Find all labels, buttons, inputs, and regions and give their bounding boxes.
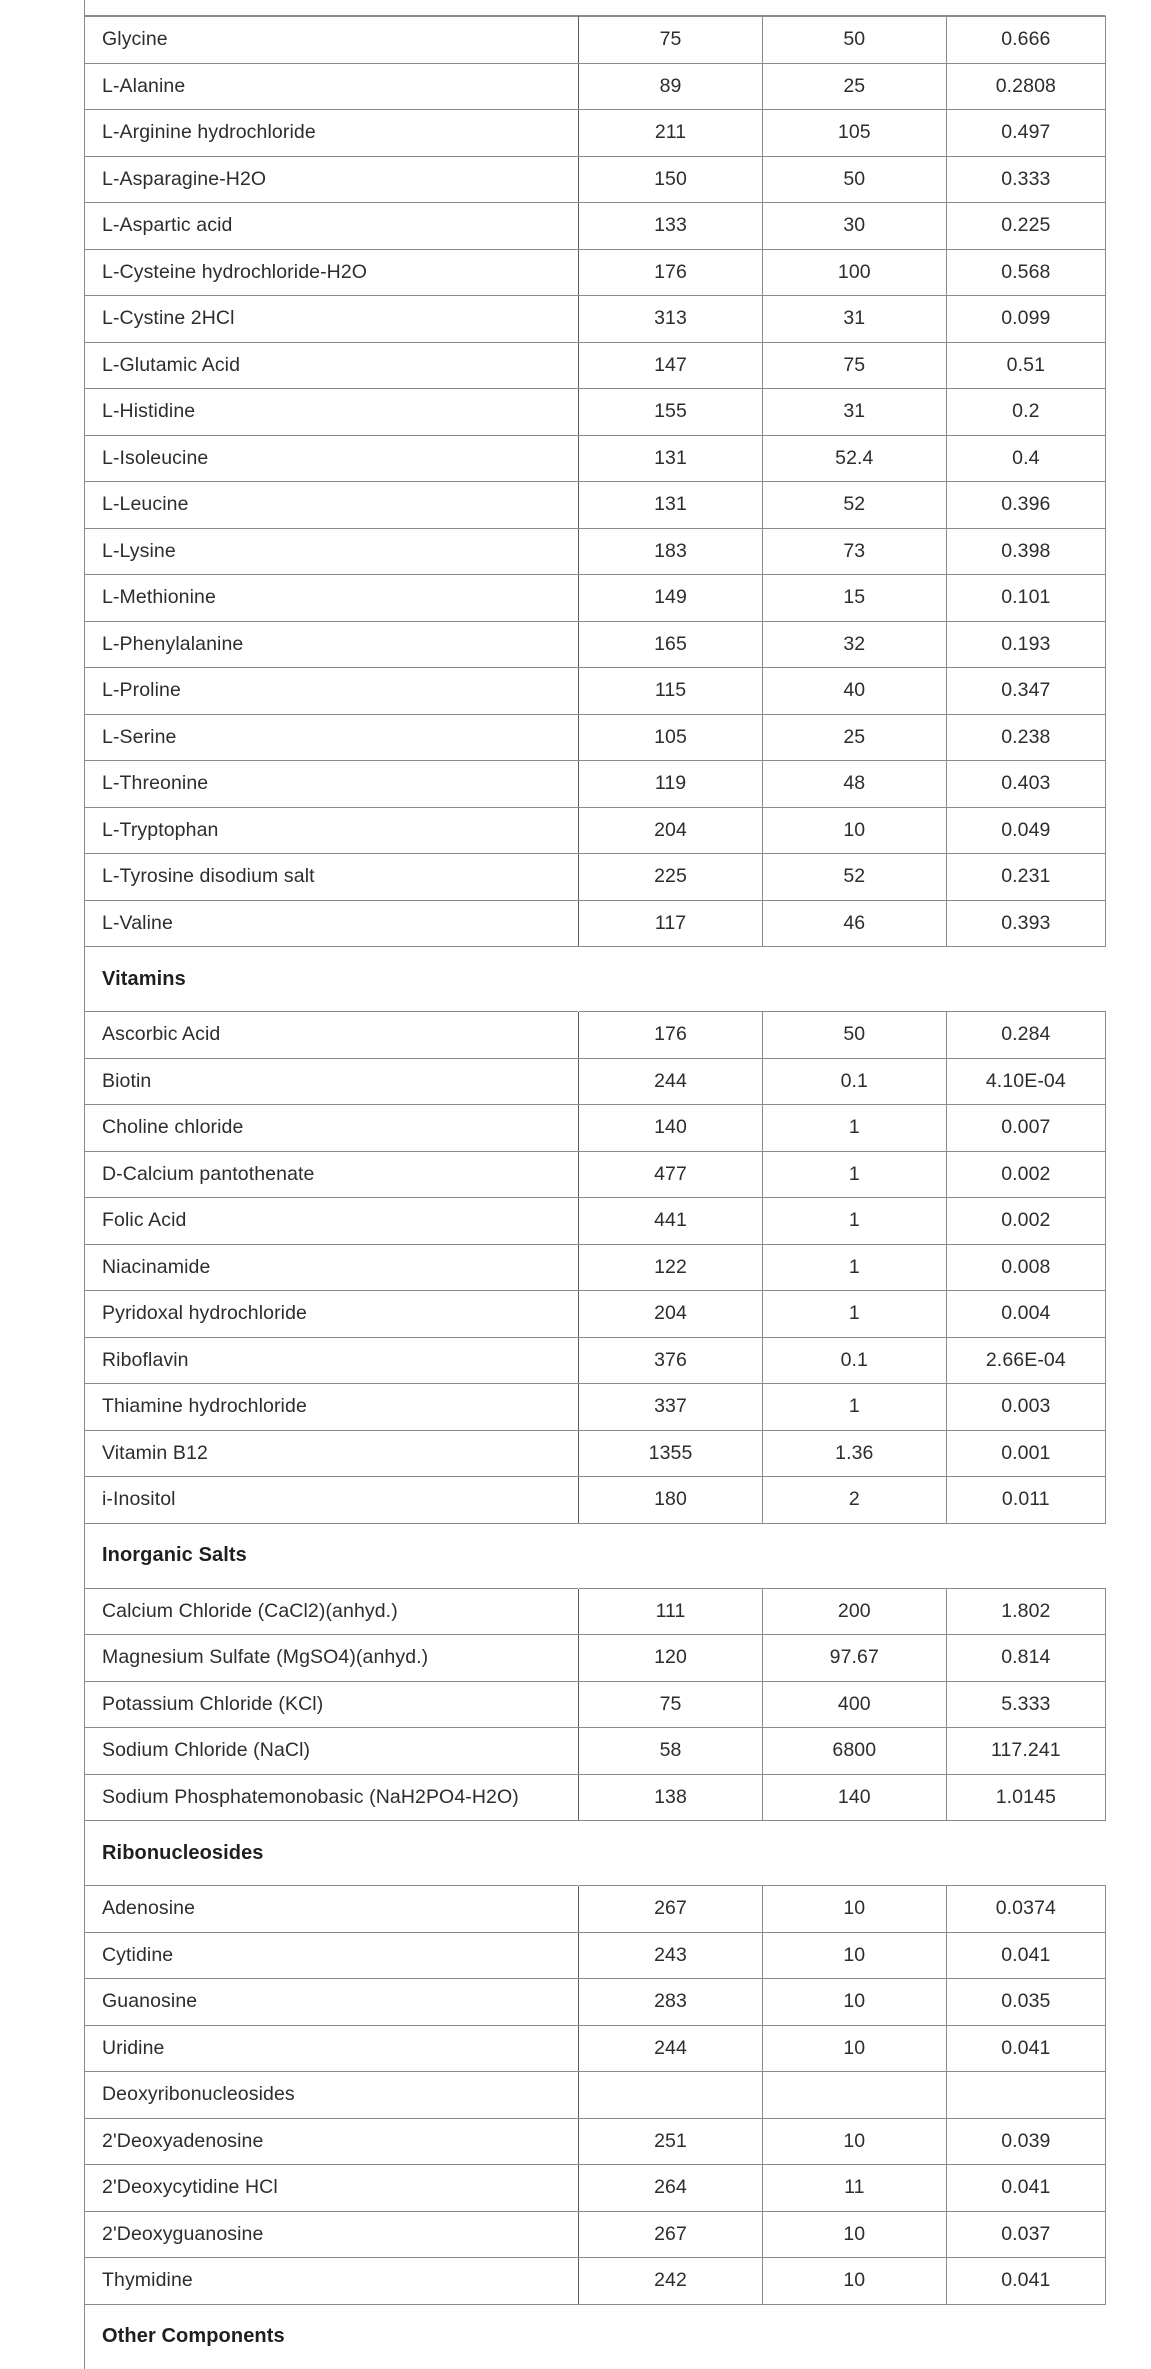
section-header-row [85, 947, 1106, 1012]
concentration-mm-cell: 0.4 [946, 435, 1105, 482]
concentration-mm-cell: 0.039 [946, 2118, 1105, 2165]
concentration-mm-cell: 0.003 [946, 1384, 1105, 1431]
concentration-mgl-cell: 1 [762, 1198, 946, 1245]
concentration-mgl-cell: 0.1 [762, 1058, 946, 1105]
component-name-cell: Pyridoxal hydrochloride [85, 1291, 579, 1338]
concentration-mgl-cell: 0.1 [762, 1337, 946, 1384]
concentration-mgl-cell: 1 [762, 1151, 946, 1198]
table-row [85, 156, 1106, 203]
concentration-mm-cell: 0.666 [946, 17, 1105, 64]
concentration-mgl-cell: 31 [762, 296, 946, 343]
concentration-mgl-cell: 11 [762, 2165, 946, 2212]
table-container [84, 0, 1106, 2369]
concentration-mm-cell: 4.10E-04 [946, 1058, 1105, 1105]
concentration-mgl-cell: 10 [762, 807, 946, 854]
clipped-top-row [84, 0, 1106, 16]
component-name-cell: L-Lysine [85, 528, 579, 575]
molecular-weight-cell: 75 [579, 1681, 763, 1728]
component-name-cell: L-Asparagine-H2O [85, 156, 579, 203]
concentration-mm-cell: 0.403 [946, 761, 1105, 808]
molecular-weight-cell: 75 [579, 17, 763, 64]
concentration-mm-cell: 0.041 [946, 2025, 1105, 2072]
table-row [85, 1198, 1106, 1245]
concentration-mgl-cell: 1 [762, 1105, 946, 1152]
component-name-cell: L-Valine [85, 900, 579, 947]
molecular-weight-cell: 150 [579, 156, 763, 203]
concentration-mm-cell: 0.814 [946, 1635, 1105, 1682]
table-row [85, 1430, 1106, 1477]
component-name-cell: Uridine [85, 2025, 579, 2072]
table-row [85, 342, 1106, 389]
molecular-weight-cell: 242 [579, 2258, 763, 2305]
concentration-mgl-cell: 105 [762, 110, 946, 157]
section-spacer-cell [946, 947, 1105, 1012]
concentration-mm-cell: 1.802 [946, 1588, 1105, 1635]
concentration-mgl-cell: 6800 [762, 1728, 946, 1775]
component-name-cell: L-Methionine [85, 575, 579, 622]
molecular-weight-cell: 176 [579, 249, 763, 296]
concentration-mgl-cell: 50 [762, 1012, 946, 1059]
molecular-weight-cell: 267 [579, 2211, 763, 2258]
concentration-mm-cell: 0.041 [946, 2165, 1105, 2212]
table-row [85, 807, 1106, 854]
component-name-cell: 2'Deoxyguanosine [85, 2211, 579, 2258]
table-row [85, 900, 1106, 947]
component-name-cell: Glycine [85, 17, 579, 64]
concentration-mm-cell: 0.238 [946, 714, 1105, 761]
molecular-weight-cell [579, 2072, 763, 2119]
component-name-cell: D-Calcium pantothenate [85, 1151, 579, 1198]
concentration-mgl-cell: 10 [762, 2211, 946, 2258]
concentration-mgl-cell: 10 [762, 1979, 946, 2026]
component-name-cell: L-Cysteine hydrochloride-H2O [85, 249, 579, 296]
component-name-cell: Adenosine [85, 1886, 579, 1933]
section-title: Vitamins [85, 947, 579, 1012]
section-title: Ribonucleosides [85, 1821, 579, 1886]
concentration-mm-cell: 0.099 [946, 296, 1105, 343]
table-row [85, 2072, 1106, 2119]
table-row [85, 63, 1106, 110]
component-name-cell: L-Serine [85, 714, 579, 761]
concentration-mgl-cell: 52 [762, 482, 946, 529]
concentration-mm-cell: 0.008 [946, 1244, 1105, 1291]
component-name-cell: Sodium Phosphatemonobasic (NaH2PO4-H2O) [85, 1774, 579, 1821]
table-row [85, 1588, 1106, 1635]
molecular-weight-cell: 138 [579, 1774, 763, 1821]
component-name-cell: L-Tryptophan [85, 807, 579, 854]
media-formulation-table [84, 16, 1106, 2369]
component-name-cell: Calcium Chloride (CaCl2)(anhyd.) [85, 1588, 579, 1635]
section-spacer-cell [946, 1821, 1105, 1886]
table-row [85, 110, 1106, 157]
component-name-cell: Niacinamide [85, 1244, 579, 1291]
concentration-mgl-cell: 50 [762, 156, 946, 203]
component-name-cell: Sodium Chloride (NaCl) [85, 1728, 579, 1775]
concentration-mgl-cell: 97.67 [762, 1635, 946, 1682]
concentration-mm-cell: 0.393 [946, 900, 1105, 947]
concentration-mm-cell: 0.333 [946, 156, 1105, 203]
concentration-mm-cell: 0.002 [946, 1198, 1105, 1245]
concentration-mgl-cell: 25 [762, 63, 946, 110]
component-name-cell: L-Isoleucine [85, 435, 579, 482]
component-name-cell: L-Threonine [85, 761, 579, 808]
concentration-mgl-cell: 200 [762, 1588, 946, 1635]
component-name-cell: Biotin [85, 1058, 579, 1105]
molecular-weight-cell: 180 [579, 1477, 763, 1524]
concentration-mm-cell: 0.011 [946, 1477, 1105, 1524]
concentration-mgl-cell: 1.36 [762, 1430, 946, 1477]
molecular-weight-cell: 131 [579, 482, 763, 529]
table-row [85, 435, 1106, 482]
component-name-cell: 2'Deoxycytidine HCl [85, 2165, 579, 2212]
molecular-weight-cell: 105 [579, 714, 763, 761]
molecular-weight-cell: 376 [579, 1337, 763, 1384]
concentration-mgl-cell: 10 [762, 1886, 946, 1933]
concentration-mm-cell: 0.2 [946, 389, 1105, 436]
molecular-weight-cell: 155 [579, 389, 763, 436]
concentration-mgl-cell: 10 [762, 2025, 946, 2072]
table-row [85, 854, 1106, 901]
section-spacer-cell [946, 1523, 1105, 1588]
concentration-mgl-cell: 32 [762, 621, 946, 668]
molecular-weight-cell: 244 [579, 1058, 763, 1105]
concentration-mgl-cell: 52.4 [762, 435, 946, 482]
table-row [85, 668, 1106, 715]
molecular-weight-cell: 131 [579, 435, 763, 482]
concentration-mm-cell: 0.041 [946, 2258, 1105, 2305]
concentration-mm-cell: 0.004 [946, 1291, 1105, 1338]
table-row [85, 1105, 1106, 1152]
table-row [85, 203, 1106, 250]
section-spacer-cell [579, 2304, 763, 2369]
concentration-mm-cell: 0.041 [946, 1932, 1105, 1979]
section-spacer-cell [579, 1821, 763, 1886]
subsection-label: Deoxyribonucleosides [85, 2072, 579, 2119]
molecular-weight-cell: 115 [579, 668, 763, 715]
molecular-weight-cell: 165 [579, 621, 763, 668]
molecular-weight-cell: 204 [579, 1291, 763, 1338]
molecular-weight-cell: 267 [579, 1886, 763, 1933]
concentration-mgl-cell: 10 [762, 2258, 946, 2305]
table-row [85, 528, 1106, 575]
molecular-weight-cell: 176 [579, 1012, 763, 1059]
section-header-row [85, 2304, 1106, 2369]
concentration-mgl-cell: 100 [762, 249, 946, 296]
component-name-cell: Choline chloride [85, 1105, 579, 1152]
concentration-mgl-cell: 400 [762, 1681, 946, 1728]
table-row [85, 2118, 1106, 2165]
molecular-weight-cell: 58 [579, 1728, 763, 1775]
concentration-mm-cell: 0.398 [946, 528, 1105, 575]
section-header-row [85, 1821, 1106, 1886]
concentration-mgl-cell: 48 [762, 761, 946, 808]
concentration-mm-cell: 1.0145 [946, 1774, 1105, 1821]
concentration-mm-cell: 0.049 [946, 807, 1105, 854]
molecular-weight-cell: 313 [579, 296, 763, 343]
concentration-mm-cell: 117.241 [946, 1728, 1105, 1775]
component-name-cell: Potassium Chloride (KCl) [85, 1681, 579, 1728]
molecular-weight-cell: 147 [579, 342, 763, 389]
molecular-weight-cell: 283 [579, 1979, 763, 2026]
component-name-cell: L-Tyrosine disodium salt [85, 854, 579, 901]
table-row [85, 1728, 1106, 1775]
table-row [85, 1932, 1106, 1979]
concentration-mgl-cell: 50 [762, 17, 946, 64]
concentration-mm-cell: 5.333 [946, 1681, 1105, 1728]
molecular-weight-cell: 120 [579, 1635, 763, 1682]
concentration-mgl-cell: 2 [762, 1477, 946, 1524]
table-row [85, 389, 1106, 436]
component-name-cell: Vitamin B12 [85, 1430, 579, 1477]
concentration-mm-cell: 0.035 [946, 1979, 1105, 2026]
component-name-cell: Ascorbic Acid [85, 1012, 579, 1059]
concentration-mm-cell: 0.002 [946, 1151, 1105, 1198]
molecular-weight-cell: 204 [579, 807, 763, 854]
molecular-weight-cell: 251 [579, 2118, 763, 2165]
component-name-cell: L-Phenylalanine [85, 621, 579, 668]
molecular-weight-cell: 441 [579, 1198, 763, 1245]
concentration-mgl-cell: 1 [762, 1244, 946, 1291]
concentration-mgl-cell: 10 [762, 1932, 946, 1979]
table-row [85, 1681, 1106, 1728]
concentration-mgl-cell: 40 [762, 668, 946, 715]
molecular-weight-cell: 149 [579, 575, 763, 622]
concentration-mm-cell: 2.66E-04 [946, 1337, 1105, 1384]
molecular-weight-cell: 264 [579, 2165, 763, 2212]
concentration-mgl-cell: 1 [762, 1384, 946, 1431]
molecular-weight-cell: 211 [579, 110, 763, 157]
component-name-cell: L-Proline [85, 668, 579, 715]
molecular-weight-cell: 243 [579, 1932, 763, 1979]
molecular-weight-cell: 225 [579, 854, 763, 901]
concentration-mm-cell: 0.51 [946, 342, 1105, 389]
concentration-mm-cell: 0.001 [946, 1430, 1105, 1477]
molecular-weight-cell: 140 [579, 1105, 763, 1152]
section-spacer-cell [946, 2304, 1105, 2369]
section-header-row [85, 1523, 1106, 1588]
table-row [85, 1337, 1106, 1384]
section-spacer-cell [762, 947, 946, 1012]
table-body [85, 17, 1106, 2369]
molecular-weight-cell: 183 [579, 528, 763, 575]
concentration-mgl-cell: 52 [762, 854, 946, 901]
concentration-mgl-cell: 15 [762, 575, 946, 622]
table-row [85, 2211, 1106, 2258]
table-row [85, 1244, 1106, 1291]
table-row [85, 1384, 1106, 1431]
concentration-mm-cell [946, 2072, 1105, 2119]
concentration-mm-cell: 0.0374 [946, 1886, 1105, 1933]
molecular-weight-cell: 133 [579, 203, 763, 250]
molecular-weight-cell: 337 [579, 1384, 763, 1431]
molecular-weight-cell: 1355 [579, 1430, 763, 1477]
table-row [85, 1886, 1106, 1933]
concentration-mm-cell: 0.347 [946, 668, 1105, 715]
molecular-weight-cell: 117 [579, 900, 763, 947]
table-row [85, 17, 1106, 64]
section-spacer-cell [579, 1523, 763, 1588]
concentration-mm-cell: 0.007 [946, 1105, 1105, 1152]
concentration-mm-cell: 0.231 [946, 854, 1105, 901]
concentration-mm-cell: 0.193 [946, 621, 1105, 668]
table-row [85, 296, 1106, 343]
concentration-mm-cell: 0.568 [946, 249, 1105, 296]
table-row [85, 621, 1106, 668]
table-row [85, 575, 1106, 622]
component-name-cell: L-Glutamic Acid [85, 342, 579, 389]
component-name-cell: Cytidine [85, 1932, 579, 1979]
table-row [85, 714, 1106, 761]
molecular-weight-cell: 244 [579, 2025, 763, 2072]
component-name-cell: L-Leucine [85, 482, 579, 529]
concentration-mm-cell: 0.101 [946, 575, 1105, 622]
component-name-cell: Thiamine hydrochloride [85, 1384, 579, 1431]
concentration-mm-cell: 0.225 [946, 203, 1105, 250]
concentration-mgl-cell: 73 [762, 528, 946, 575]
concentration-mgl-cell: 10 [762, 2118, 946, 2165]
section-spacer-cell [762, 1523, 946, 1588]
table-row [85, 482, 1106, 529]
table-row [85, 1635, 1106, 1682]
table-row [85, 249, 1106, 296]
component-name-cell: Thymidine [85, 2258, 579, 2305]
component-name-cell: i-Inositol [85, 1477, 579, 1524]
table-row [85, 761, 1106, 808]
component-name-cell: L-Cystine 2HCl [85, 296, 579, 343]
molecular-weight-cell: 122 [579, 1244, 763, 1291]
table-row [85, 1774, 1106, 1821]
table-row [85, 2025, 1106, 2072]
concentration-mgl-cell [762, 2072, 946, 2119]
component-name-cell: Riboflavin [85, 1337, 579, 1384]
component-name-cell: 2'Deoxyadenosine [85, 2118, 579, 2165]
concentration-mm-cell: 0.396 [946, 482, 1105, 529]
component-name-cell: L-Histidine [85, 389, 579, 436]
concentration-mgl-cell: 31 [762, 389, 946, 436]
concentration-mgl-cell: 25 [762, 714, 946, 761]
table-row [85, 1058, 1106, 1105]
component-name-cell: L-Alanine [85, 63, 579, 110]
section-spacer-cell [762, 2304, 946, 2369]
concentration-mgl-cell: 30 [762, 203, 946, 250]
table-row [85, 1151, 1106, 1198]
component-name-cell: Magnesium Sulfate (MgSO4)(anhyd.) [85, 1635, 579, 1682]
concentration-mgl-cell: 46 [762, 900, 946, 947]
component-name-cell: Folic Acid [85, 1198, 579, 1245]
concentration-mgl-cell: 1 [762, 1291, 946, 1338]
table-row [85, 1012, 1106, 1059]
molecular-weight-cell: 119 [579, 761, 763, 808]
concentration-mgl-cell: 140 [762, 1774, 946, 1821]
section-spacer-cell [579, 947, 763, 1012]
section-title: Other Components [85, 2304, 579, 2369]
component-name-cell: L-Aspartic acid [85, 203, 579, 250]
table-row [85, 1477, 1106, 1524]
section-title: Inorganic Salts [85, 1523, 579, 1588]
component-name-cell: L-Arginine hydrochloride [85, 110, 579, 157]
component-name-cell: Guanosine [85, 1979, 579, 2026]
table-row [85, 2165, 1106, 2212]
table-row [85, 1979, 1106, 2026]
molecular-weight-cell: 477 [579, 1151, 763, 1198]
concentration-mgl-cell: 75 [762, 342, 946, 389]
concentration-mm-cell: 0.284 [946, 1012, 1105, 1059]
molecular-weight-cell: 89 [579, 63, 763, 110]
molecular-weight-cell: 111 [579, 1588, 763, 1635]
concentration-mm-cell: 0.037 [946, 2211, 1105, 2258]
concentration-mm-cell: 0.497 [946, 110, 1105, 157]
concentration-mm-cell: 0.2808 [946, 63, 1105, 110]
table-row [85, 1291, 1106, 1338]
section-spacer-cell [762, 1821, 946, 1886]
table-row [85, 2258, 1106, 2305]
